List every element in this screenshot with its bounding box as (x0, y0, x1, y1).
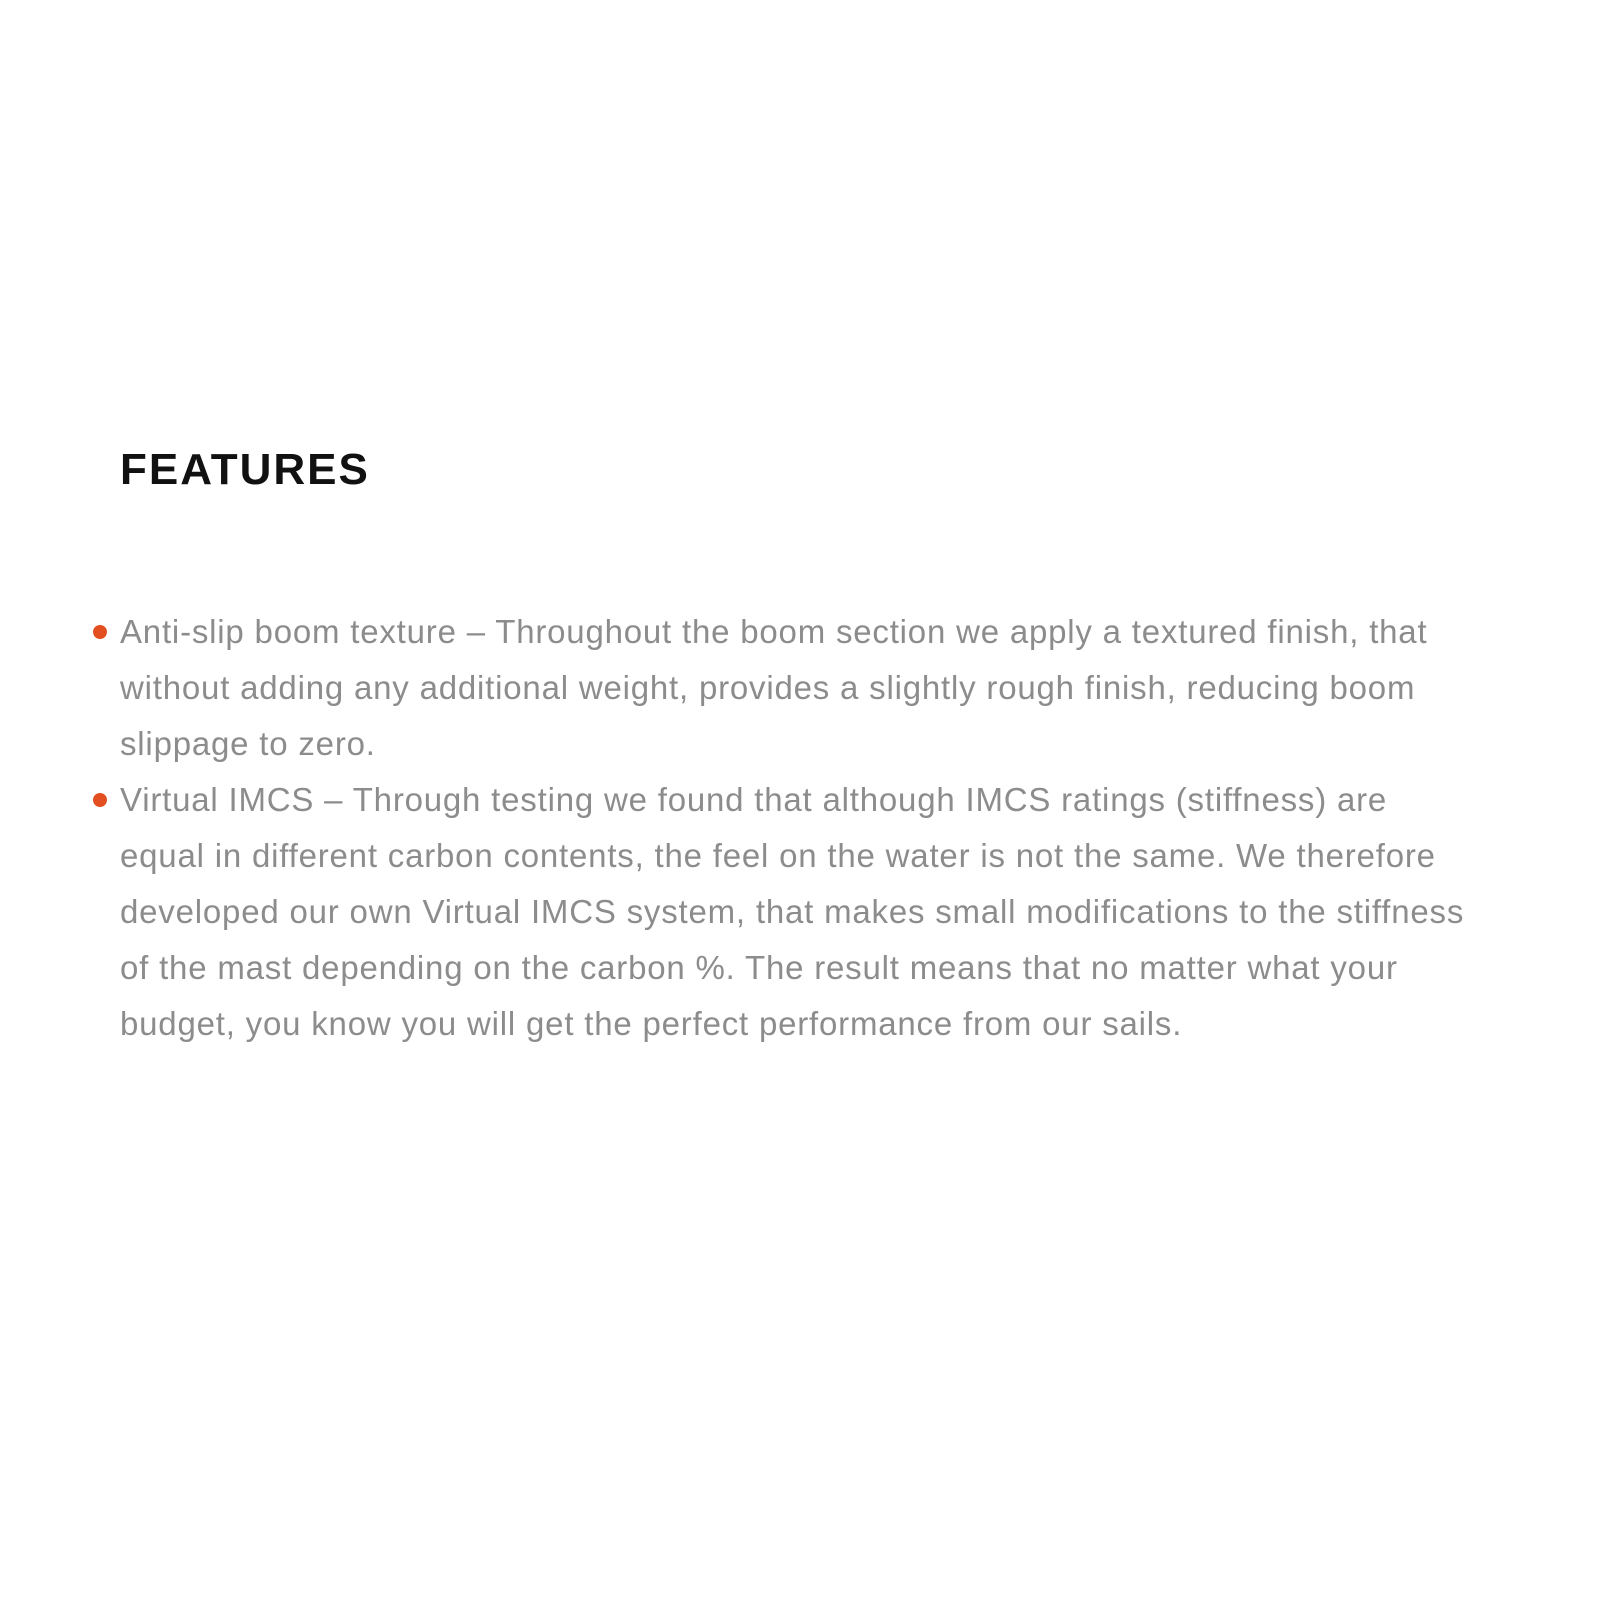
list-item (120, 604, 1470, 772)
list-item-text: Virtual IMCS – Through testing we found that although IMCS ratings (stiffness) are equal in different carbon contents, the feel on the water is not the same. We therefore developed our own Virtual IMCS system, that makes small modifications to the stiffness of the mast depending on the carbon %. The result means that no matter what your budget, you know you will get the perfect performance from our sails. (120, 781, 1465, 1042)
bullet-dot-icon (93, 793, 107, 807)
list-item-text: Anti-slip boom texture – Throughout the boom section we apply a textured finish, that without adding any additional weight, provides a slightly rough finish, reducing boom slippage to zero. (120, 613, 1428, 762)
features-list (120, 604, 1470, 1052)
features-section (120, 0, 1470, 1052)
bullet-dot-icon (93, 625, 107, 639)
list-item (120, 772, 1470, 1052)
features-heading: FEATURES (120, 445, 370, 494)
